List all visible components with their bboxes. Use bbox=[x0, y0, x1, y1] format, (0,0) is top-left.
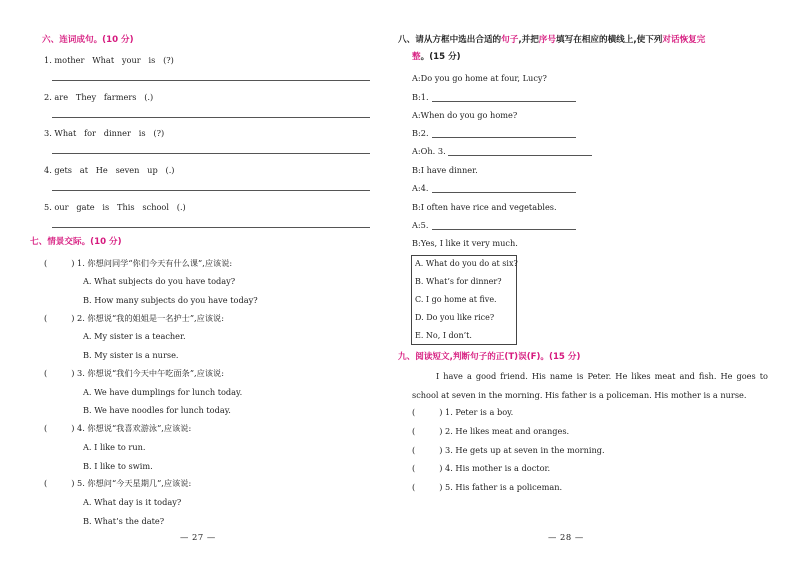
sentence-item-3 bbox=[44, 129, 164, 137]
answer-line-2[interactable] bbox=[52, 117, 370, 118]
dialog-question-2 bbox=[44, 314, 224, 322]
answer-line-1[interactable] bbox=[52, 80, 370, 81]
dialogue-line-1: A:Do you go home at four, Lucy? bbox=[412, 73, 547, 83]
option-b: B. What’s the date? bbox=[83, 516, 165, 526]
answer-blank-3[interactable] bbox=[448, 155, 592, 156]
option-b: B. We have noodles for lunch today. bbox=[83, 405, 231, 415]
scrambled-words: gets at He seven up (.) bbox=[54, 165, 175, 175]
dialog-question-4 bbox=[44, 424, 191, 432]
dialogue-line-8: B:I often have rice and vegetables. bbox=[412, 202, 557, 212]
judge-item-2 bbox=[412, 427, 569, 435]
answer-paren-open[interactable]: ( bbox=[44, 423, 48, 433]
scrambled-words: mother What your is (?) bbox=[54, 55, 174, 65]
answer-paren-open[interactable]: ( bbox=[412, 445, 416, 455]
statement-text: 1. Peter is a boy. bbox=[445, 407, 514, 417]
answer-paren-open[interactable]: ( bbox=[44, 313, 48, 323]
title-text: 。(15 分) bbox=[420, 52, 461, 62]
dialogue-line-9: A:5. bbox=[412, 220, 429, 230]
dialogue-line-10: B:Yes, I like it very much. bbox=[412, 238, 518, 248]
option-a: A. What do you do at six? bbox=[415, 259, 518, 268]
item-number: 1. bbox=[44, 55, 52, 65]
answer-line-3[interactable] bbox=[52, 153, 370, 154]
dialog-question-1 bbox=[44, 259, 232, 267]
option-b: B. How many subjects do you have today? bbox=[83, 295, 258, 305]
answer-blank-4[interactable] bbox=[432, 192, 576, 193]
answer-paren-open[interactable]: ( bbox=[412, 407, 416, 417]
statement-text: 5. His father is a policeman. bbox=[445, 482, 563, 492]
title-highlight: 整 bbox=[412, 52, 421, 62]
page-number: — 27 — bbox=[180, 532, 216, 542]
answer-paren-open[interactable]: ( bbox=[44, 368, 48, 378]
answer-blank-2[interactable] bbox=[432, 137, 576, 138]
statement-text: 2. He likes meat and oranges. bbox=[445, 426, 570, 436]
sentence-item-4 bbox=[44, 166, 175, 174]
answer-paren-open[interactable]: ( bbox=[412, 463, 416, 473]
option-b: B. My sister is a nurse. bbox=[83, 350, 179, 360]
section-6-title: 六、连词成句。(10 分) bbox=[42, 35, 134, 45]
reading-passage: I have a good friend. His name is Peter. He likes meat and fish. He goes to school at seven in the morning. His father is a policeman. His mother is a nurse. bbox=[412, 371, 768, 400]
dialogue-line-5: A:Oh. 3. bbox=[412, 146, 446, 156]
answer-paren-close: ) bbox=[439, 407, 443, 417]
scrambled-words: are They farmers (.) bbox=[54, 92, 154, 102]
section-7-title: 七、情景交际。(10 分) bbox=[30, 237, 122, 247]
section-8-title bbox=[398, 36, 705, 45]
answer-paren-close: ) bbox=[71, 368, 75, 378]
answer-paren-close: ) bbox=[439, 482, 443, 492]
answer-paren-close: ) bbox=[71, 313, 75, 323]
answer-paren-close: ) bbox=[439, 445, 443, 455]
answer-paren-close: ) bbox=[439, 426, 443, 436]
dialog-question-3 bbox=[44, 369, 224, 377]
answer-blank-1[interactable] bbox=[432, 101, 576, 102]
dialogue-line-2: B:1. bbox=[412, 92, 429, 102]
title-highlight: 序号 bbox=[538, 35, 556, 45]
title-text: 填写在相应的横线上,使下列 bbox=[556, 35, 663, 45]
answer-paren-close: ) bbox=[71, 423, 75, 433]
title-text: ,并把 bbox=[518, 35, 539, 45]
sentence-item-2 bbox=[44, 93, 153, 101]
dialogue-line-7: A:4. bbox=[412, 183, 429, 193]
option-a: A. We have dumplings for lunch today. bbox=[83, 387, 243, 397]
question-text: 3. 你想说“我们今天中午吃面条”,应该说: bbox=[77, 368, 224, 378]
scrambled-words: What for dinner is (?) bbox=[54, 128, 165, 138]
option-a: A. I like to run. bbox=[83, 442, 146, 452]
title-text: 八、请从方框中选出合适的 bbox=[398, 35, 502, 45]
dialogue-line-3: A:When do you go home? bbox=[412, 110, 518, 120]
dialog-question-5 bbox=[44, 479, 191, 487]
answer-line-5[interactable] bbox=[52, 227, 370, 228]
answer-paren-close: ) bbox=[71, 258, 75, 268]
item-number: 2. bbox=[44, 92, 52, 102]
title-highlight: 句子 bbox=[501, 35, 519, 45]
judge-item-1 bbox=[412, 408, 513, 416]
option-b: B. What’s for dinner? bbox=[415, 277, 502, 286]
scrambled-words: our gate is This school (.) bbox=[54, 202, 186, 212]
item-number: 5. bbox=[44, 202, 52, 212]
dialogue-line-4: B:2. bbox=[412, 128, 429, 138]
judge-item-4 bbox=[412, 464, 550, 472]
sentence-item-1 bbox=[44, 56, 174, 64]
option-a: A. What day is it today? bbox=[83, 497, 182, 507]
judge-item-3 bbox=[412, 446, 605, 454]
page-number: — 28 — bbox=[548, 532, 584, 542]
answer-paren-open[interactable]: ( bbox=[412, 426, 416, 436]
answer-blank-5[interactable] bbox=[432, 229, 576, 230]
statement-text: 4. His mother is a doctor. bbox=[445, 463, 551, 473]
item-number: 4. bbox=[44, 165, 52, 175]
answer-line-4[interactable] bbox=[52, 190, 370, 191]
section-9-title: 九、阅读短文,判断句子的正(T)误(F)。(15 分) bbox=[398, 352, 581, 362]
section-8-title-line2 bbox=[412, 53, 461, 62]
judge-item-5 bbox=[412, 483, 562, 491]
question-text: 5. 你想问“今天星期几”,应该说: bbox=[77, 478, 192, 488]
question-text: 4. 你想说“我喜欢游泳”,应该说: bbox=[77, 423, 192, 433]
answer-paren-close: ) bbox=[439, 463, 443, 473]
answer-paren-open[interactable]: ( bbox=[412, 482, 416, 492]
option-a: A. What subjects do you have today? bbox=[83, 276, 236, 286]
option-d: D. Do you like rice? bbox=[415, 313, 495, 322]
dialogue-line-6: B:I have dinner. bbox=[412, 165, 478, 175]
question-text: 2. 你想说“我的姐姐是一名护士”,应该说: bbox=[77, 313, 224, 323]
answer-paren-close: ) bbox=[71, 478, 75, 488]
title-highlight: 对话恢复完 bbox=[662, 35, 706, 45]
option-c: C. I go home at five. bbox=[415, 295, 497, 304]
option-e: E. No, I don’t. bbox=[415, 331, 472, 340]
answer-paren-open[interactable]: ( bbox=[44, 258, 48, 268]
options-box bbox=[411, 255, 517, 345]
question-text: 1. 你想问同学“你们今天有什么课”,应该说: bbox=[77, 258, 233, 268]
statement-text: 3. He gets up at seven in the morning. bbox=[445, 445, 605, 455]
answer-paren-open[interactable]: ( bbox=[44, 478, 48, 488]
option-b: B. I like to swim. bbox=[83, 461, 153, 471]
sentence-item-5 bbox=[44, 203, 186, 211]
item-number: 3. bbox=[44, 128, 52, 138]
option-a: A. My sister is a teacher. bbox=[83, 331, 186, 341]
